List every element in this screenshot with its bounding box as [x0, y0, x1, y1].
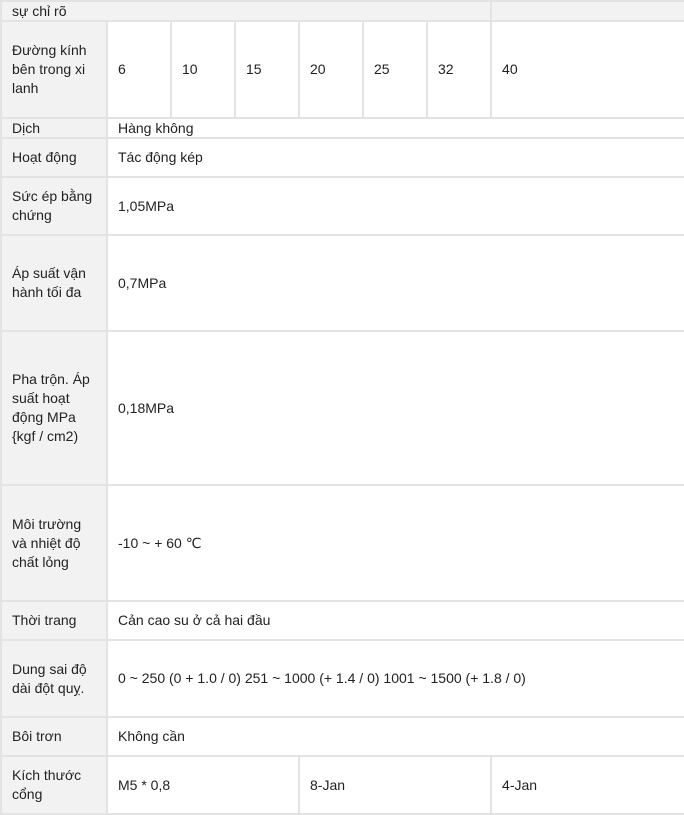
temperature-row	[1, 485, 684, 601]
header-row	[1, 1, 684, 21]
port-row	[1, 756, 684, 814]
cushion-row	[1, 601, 684, 640]
bore-value: 32	[427, 21, 491, 118]
port-value: 8-Jan	[299, 756, 491, 814]
fluid-row	[1, 118, 684, 138]
bore-value: 25	[363, 21, 427, 118]
cushion-label: Thời trang	[1, 601, 107, 640]
lubrication-label: Bôi trơn	[1, 717, 107, 756]
fluid-value: Hàng không	[107, 118, 684, 138]
bore-label: Đường kính bên trong xi lanh	[1, 21, 107, 118]
min-pressure-value: 0,18MPa	[107, 331, 684, 485]
temperature-label: Môi trường và nhiệt độ chất lỏng	[1, 485, 107, 601]
tolerance-row	[1, 640, 684, 717]
bore-value: 15	[235, 21, 299, 118]
bore-value: 40	[491, 21, 684, 118]
proof-pressure-row	[1, 177, 684, 235]
action-row	[1, 138, 684, 177]
lubrication-row	[1, 717, 684, 756]
spec-header-value	[491, 1, 684, 21]
port-value: 4-Jan	[491, 756, 684, 814]
tolerance-value: 0 ~ 250 (0 + 1.0 / 0) 251 ~ 1000 (+ 1.4 / 0) 1001 ~ 1500 (+ 1.8 / 0)	[107, 640, 684, 717]
action-label: Hoạt động	[1, 138, 107, 177]
max-pressure-row	[1, 235, 684, 331]
lubrication-value: Không cần	[107, 717, 684, 756]
temperature-value: -10 ~ + 60 ℃	[107, 485, 684, 601]
bore-value: 20	[299, 21, 363, 118]
max-pressure-label: Áp suất vận hành tối đa	[1, 235, 107, 331]
bore-row	[1, 21, 684, 118]
tolerance-label: Dung sai độ dài đột quỵ.	[1, 640, 107, 717]
min-pressure-label: Pha trộn. Áp suất hoạt động MPa {kgf / cm2)	[1, 331, 107, 485]
proof-pressure-label: Sức ép bằng chứng	[1, 177, 107, 235]
port-value: M5 * 0,8	[107, 756, 299, 814]
max-pressure-value: 0,7MPa	[107, 235, 684, 331]
bore-value: 10	[171, 21, 235, 118]
proof-pressure-value: 1,05MPa	[107, 177, 684, 235]
bore-value: 6	[107, 21, 171, 118]
fluid-label: Dịch	[1, 118, 107, 138]
cushion-value: Cản cao su ở cả hai đầu	[107, 601, 684, 640]
action-value: Tác động kép	[107, 138, 684, 177]
spec-header-label: sự chỉ rõ	[1, 1, 491, 21]
min-pressure-row	[1, 331, 684, 485]
port-label: Kích thước cổng	[1, 756, 107, 814]
